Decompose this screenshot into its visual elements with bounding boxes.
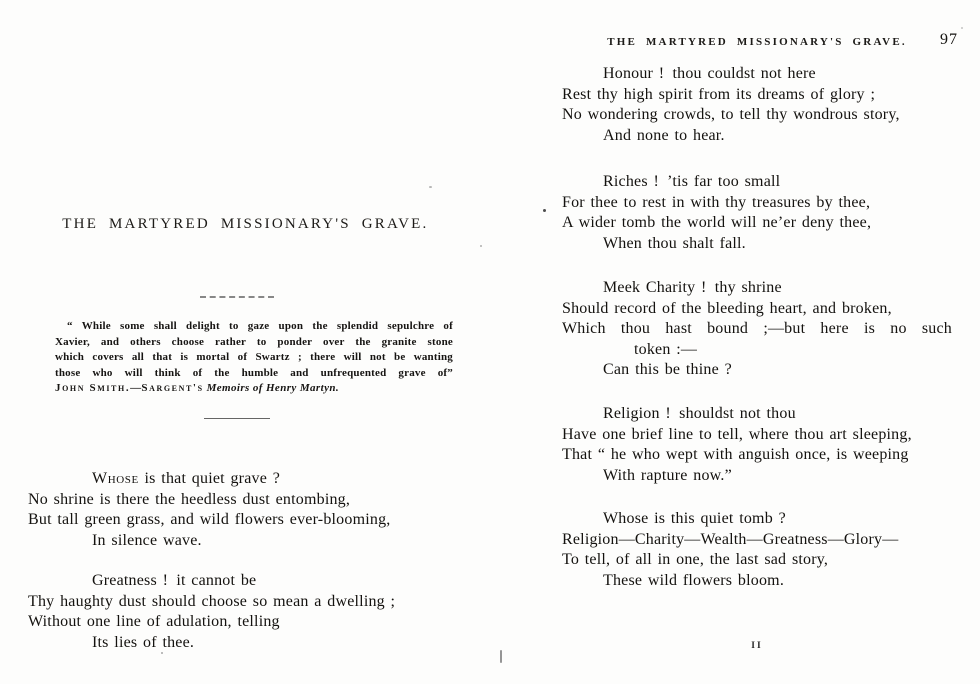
poem-line: Whose is this quiet tomb ? <box>603 510 786 527</box>
epigraph-line: which covers all that is mortal of Swartz ; there will not be wanting <box>55 351 453 364</box>
poem-line: Should record of the bleeding heart, and broken, <box>562 299 892 317</box>
poem-line: Meek Charity ! thy shrine <box>603 279 782 296</box>
poem-line-text: is that quiet grave ? <box>144 470 281 487</box>
stanza <box>562 509 952 591</box>
poem-line: No shrine is there the heedless dust entombing, <box>28 490 351 508</box>
running-head: THE MARTYRED MISSIONARY'S GRAVE. <box>607 36 907 48</box>
attribution-work-title: Memoirs of Henry Martyn. <box>206 382 340 395</box>
right-page <box>562 0 958 684</box>
poem-line: token :— <box>634 340 698 358</box>
binding-mark <box>500 650 502 663</box>
epigraph-line: those who will think of the humble and unfrequented grave of” <box>55 366 453 379</box>
poem-line: Thy haughty dust should choose so mean a dwelling ; <box>28 592 396 610</box>
stanza <box>562 278 952 381</box>
stanza <box>28 469 446 551</box>
poem-line: And none to hear. <box>603 126 725 144</box>
poem-line: Greatness ! it cannot be <box>92 572 257 589</box>
poem-line: But tall green grass, and wild flowers ever-blooming, <box>28 511 391 528</box>
scan-speck <box>961 27 963 29</box>
poem-line: Riches ! ’tis far too small <box>603 173 781 190</box>
poem-line: Can this be thine ? <box>603 361 732 378</box>
scan-speck <box>429 186 432 188</box>
stanza <box>562 172 952 254</box>
stanza <box>28 571 446 653</box>
stanza <box>562 64 952 146</box>
poem-line: Which thou hast bound ;—but here is no such <box>562 320 952 337</box>
attribution-authors: John Smith. <box>55 382 131 395</box>
poem-line: Its lies of thee. <box>92 633 195 651</box>
poem-line: Religion—Charity—Wealth—Greatness—Glory— <box>562 530 899 548</box>
poem-line <box>28 469 446 490</box>
scan-speck <box>543 209 546 212</box>
page-number: 97 <box>940 31 958 48</box>
epigraph-line: Xavier, and others choose rather to ponder over the granite stone <box>55 335 453 348</box>
divider-rule-dashed <box>200 296 274 298</box>
poem-line: With rapture now.” <box>603 466 732 484</box>
poem-line: Honour ! thou couldst not here <box>603 65 816 82</box>
epigraph-attribution <box>55 381 453 397</box>
poem-line: When thou shalt fall. <box>603 234 746 252</box>
poem-line: No wondering crowds, to tell thy wondrous story, <box>562 106 900 123</box>
attribution-source: Sargent's <box>141 382 204 395</box>
stanza <box>562 404 952 486</box>
poem-line: For thee to rest in with thy treasures by thee, <box>562 193 871 211</box>
signature-mark: II <box>751 641 763 651</box>
left-page <box>28 0 453 684</box>
poem-line: In silence wave. <box>92 531 202 549</box>
poem-line: Without one line of adulation, telling <box>28 613 280 630</box>
scan-speck <box>161 652 163 654</box>
attribution-dash: — <box>130 382 142 395</box>
epigraph-line: “ While some shall delight to gaze upon the splendid sepulchre of <box>67 320 453 332</box>
poem-line: To tell, of all in one, the last sad story, <box>562 551 829 568</box>
poem-line: That “ he who wept with anguish once, is weeping <box>562 446 909 463</box>
poem-line: Rest thy high spirit from its dreams of glory ; <box>562 85 876 103</box>
poem-line: These wild flowers bloom. <box>603 571 785 589</box>
poem-line: Have one brief line to tell, where thou art sleeping, <box>562 425 912 443</box>
poem-line: A wider tomb the world will ne’er deny thee, <box>562 214 872 231</box>
small-caps-opening-word: Whose <box>92 470 139 487</box>
divider-rule-thin <box>204 418 270 419</box>
epigraph <box>55 319 453 397</box>
scan-speck <box>480 245 482 247</box>
poem-title: THE MARTYRED MISSIONARY'S GRAVE. <box>62 216 429 232</box>
poem-line: Religion ! shouldst not thou <box>603 405 796 422</box>
